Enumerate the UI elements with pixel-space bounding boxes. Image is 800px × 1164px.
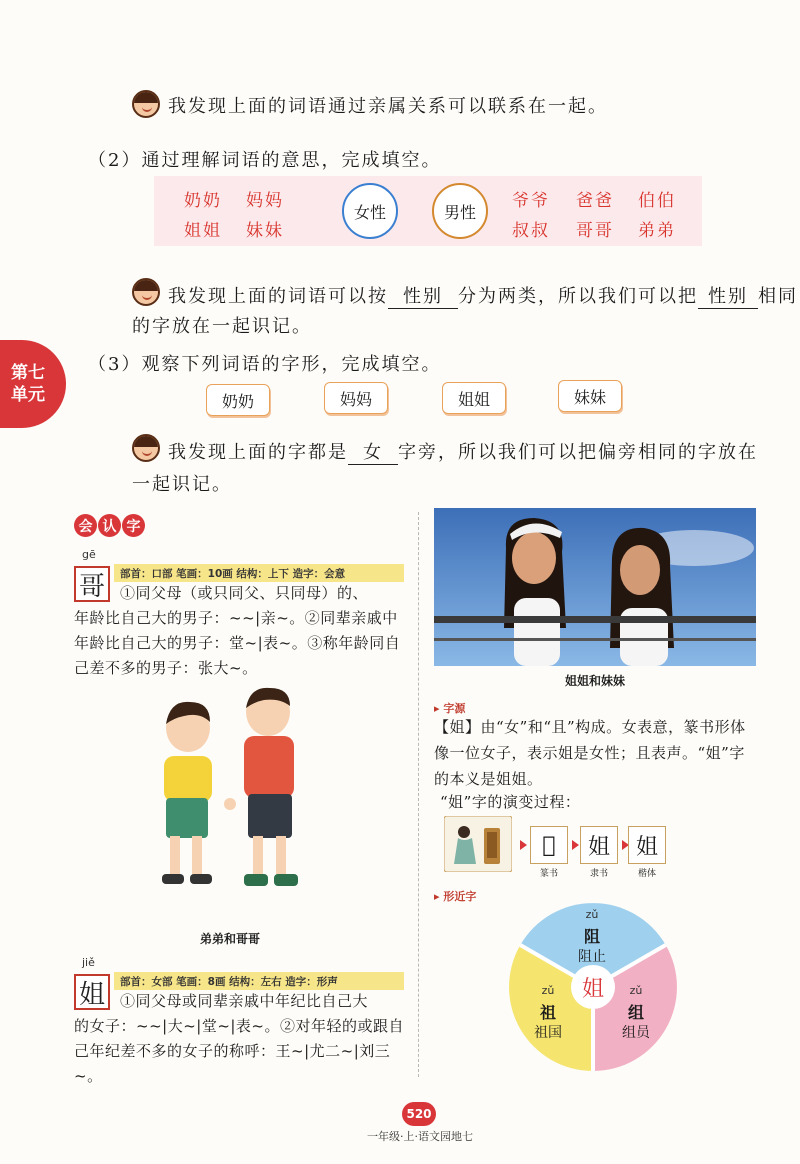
ge-info-bar: 部首：口部 笔画：10画 结构：上下 造字：会意 xyxy=(114,564,404,582)
wheel-center-char: 姐 xyxy=(581,977,604,1002)
fill-sentence-2-line2: 一起识记。 xyxy=(132,474,232,495)
unit-tab: 第七单元 xyxy=(0,340,66,428)
gender-word-box xyxy=(154,176,702,246)
evolution-label: “姐”字的演变过程： xyxy=(440,793,581,811)
evolution-regular-label: 楷体 xyxy=(637,869,656,879)
jie-info-bar: 部首：女部 笔画：8画 结构：左右 造字：形声 xyxy=(114,972,404,990)
ancient-woman-icon xyxy=(444,816,512,872)
zu-left-char: 祖 xyxy=(539,1003,556,1022)
male-word: 叔叔 xyxy=(512,221,550,241)
word-card: 奶奶 xyxy=(206,384,270,416)
evolution-seal-label: 篆书 xyxy=(539,869,558,879)
female-word: 妈妈 xyxy=(246,191,284,211)
boys-illustration xyxy=(140,686,320,901)
zu-left-word: 祖国 xyxy=(534,1025,562,1041)
fill-sentence-2: 我发现上面的字都是 女 字旁，所以我们可以把偏旁相同的字放在 xyxy=(168,438,758,465)
zu-right-word: 组员 xyxy=(622,1025,650,1041)
evolution-clerical-label: 隶书 xyxy=(589,869,608,879)
zu-left-pinyin: zǔ xyxy=(541,984,555,997)
girl-avatar-icon xyxy=(132,434,160,462)
question-3: （3）观察下列词语的字形，完成填空。 xyxy=(88,354,442,375)
arrow-icon xyxy=(520,840,527,850)
ge-character: 哥 xyxy=(74,566,110,602)
evolution-seal-char: 𡛯 xyxy=(530,826,568,864)
ge-definition-line1: ①同父母（或只同父、只同母）的、 xyxy=(120,584,369,602)
zu-top-pinyin: zǔ xyxy=(585,908,599,921)
column-divider xyxy=(418,512,419,1077)
male-label-circle: 男性 xyxy=(432,183,488,239)
female-word: 妹妹 xyxy=(246,221,284,241)
female-word: 姐姐 xyxy=(184,221,222,241)
fill-sentence-1: 我发现上面的词语可以按 性别 分为两类，所以我们可以把 性别 相同 xyxy=(168,282,798,309)
zu-right-char: 组 xyxy=(627,1003,644,1022)
answer-blank[interactable]: 性别 xyxy=(388,282,458,309)
ziyuan-text: 【姐】由“女”和“且”构成。女表意，篆书形体像一位女子，表示姐是女性；且表声。“姐”字的本义是姐姐。 xyxy=(434,718,746,788)
word-card: 妹妹 xyxy=(558,380,622,412)
ge-pinyin: gē xyxy=(82,548,96,561)
section-title: 会 认 字 xyxy=(74,514,146,537)
male-word: 爸爸 xyxy=(576,191,614,211)
sisters-photo xyxy=(434,508,756,666)
answer-blank[interactable]: 女 xyxy=(348,438,398,465)
female-label-circle: 女性 xyxy=(342,183,398,239)
answer-blank[interactable]: 性别 xyxy=(698,282,758,309)
male-word: 哥哥 xyxy=(576,221,614,241)
fill-sentence-1-line2: 的字放在一起识记。 xyxy=(132,316,312,337)
arrow-icon xyxy=(572,840,579,850)
zu-top-char: 阻 xyxy=(583,927,600,946)
boys-caption: 弟弟和哥哥 xyxy=(199,932,260,946)
question-2: （2）通过理解词语的意思，完成填空。 xyxy=(88,150,442,171)
male-word: 弟弟 xyxy=(638,221,676,241)
male-word: 爷爷 xyxy=(512,191,550,211)
girl-avatar-icon xyxy=(132,90,160,118)
word-card: 姐姐 xyxy=(442,382,506,414)
footer-text: 一年级·上·语文园地七 xyxy=(367,1130,473,1143)
page-number: 520 xyxy=(402,1102,436,1126)
xingjin-heading: ▸ 形近字 xyxy=(434,890,477,903)
evolution-clerical-char: 姐 xyxy=(580,826,618,864)
ziyuan-heading: ▸ 字源 xyxy=(434,702,466,715)
intro-line: 我发现上面的词语通过亲属关系可以联系在一起。 xyxy=(168,96,608,117)
word-card: 妈妈 xyxy=(324,382,388,414)
zu-right-pinyin: zǔ xyxy=(629,984,643,997)
zu-top-word: 阻止 xyxy=(578,949,606,965)
female-word: 奶奶 xyxy=(184,191,222,211)
jie-pinyin: jiě xyxy=(82,956,95,969)
girl-avatar-icon xyxy=(132,278,160,306)
evolution-regular-char: 姐 xyxy=(628,826,666,864)
jie-definition: 的女子：~~|大~|堂~|表~。②对年轻的或跟自己年纪差不多的女子的称呼：王~|尤二~|刘三~。 xyxy=(74,1017,405,1085)
jie-definition-line1: ①同父母或同辈亲戚中年纪比自己大 xyxy=(120,992,369,1010)
photo-caption: 姐姐和妹妹 xyxy=(564,674,625,688)
ge-definition: 年龄比自己大的男子：~~|亲~。②同辈亲戚中年龄比自己大的男子：堂~|表~。③称年龄同自己差不多的男子：张大~。 xyxy=(74,609,401,677)
jie-character: 姐 xyxy=(74,974,110,1010)
male-word: 伯伯 xyxy=(638,191,676,211)
